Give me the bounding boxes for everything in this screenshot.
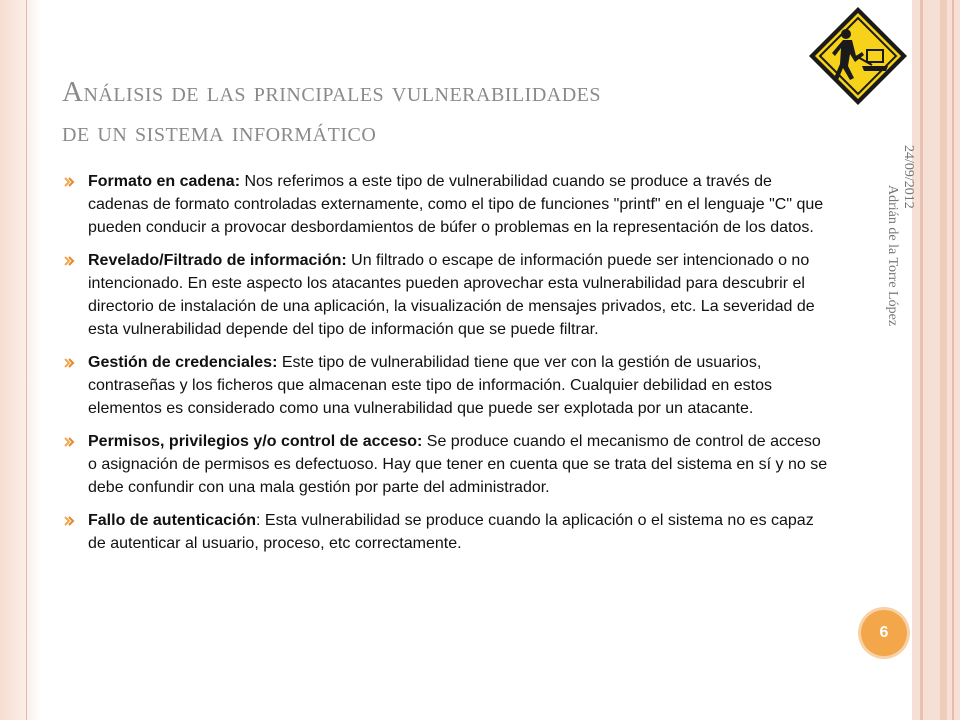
bullet-text bbox=[88, 430, 832, 499]
side-footer bbox=[884, 145, 916, 326]
bullet-term: Permisos, privilegios y/o control de acceso: bbox=[88, 433, 423, 450]
slide-date: 24/09/2012 bbox=[901, 145, 916, 209]
bullet-list bbox=[62, 170, 832, 565]
right-decorative-band bbox=[912, 0, 960, 720]
left-decorative-edge bbox=[0, 0, 40, 720]
bullet-text bbox=[88, 509, 832, 555]
bullet-item bbox=[62, 249, 832, 341]
arrow-bullet-icon bbox=[62, 175, 76, 189]
bullet-item bbox=[62, 170, 832, 239]
bullet-term: Formato en cadena: bbox=[88, 173, 241, 190]
page-number-badge: 6 bbox=[861, 610, 907, 656]
bullet-description: Se produce cuando el mecanismo de control de acceso o asignación de permisos es defectuoso. Hay que tener en cuenta que se trata del sistema en sí y no se debe confundir con una mala gestión por parte del administrador. bbox=[88, 433, 828, 496]
bullet-item bbox=[62, 430, 832, 499]
bullet-description: Nos referimos a este tipo de vulnerabilidad cuando se produce a través de cadenas de formato controladas externamente, como el tipo de funciones "printf" en el lenguaje "C" que pueden conducir a provocar desbordamientos de búfer o problemas en la representación de los datos. bbox=[88, 173, 824, 236]
bullet-description: Este tipo de vulnerabilidad tiene que ver con la gestión de usuarios, contraseñas y los ficheros que almacenan este tipo de información. Cualquier debilidad en estos elementos es considerado como una vulnerabilidad que puede ser explotada por un atacante. bbox=[88, 354, 772, 417]
slide-title bbox=[62, 72, 822, 152]
slide-author: Adrián de la Torre López bbox=[885, 185, 900, 327]
bullet-description: : Esta vulnerabilidad se produce cuando la aplicación o el sistema no es capaz de autenticar al usuario, proceso, etc correctamente. bbox=[88, 512, 814, 552]
right-stripe bbox=[920, 0, 923, 720]
bullet-description: Un filtrado o escape de información puede ser intencionado o no intencionado. En este aspecto los atacantes pueden aprovechar esta vulnerabilidad para descubrir el directorio de instalación de una aplicación, la visualización de mensajes privados, etc. La severidad de esta vulnerabilidad depende del tipo de información que se puede filtrar. bbox=[88, 252, 815, 338]
construction-warning-sign-icon bbox=[806, 4, 910, 108]
arrow-bullet-icon bbox=[62, 514, 76, 528]
right-stripe bbox=[940, 0, 947, 720]
arrow-bullet-icon bbox=[62, 435, 76, 449]
bullet-text bbox=[88, 170, 832, 239]
bullet-item bbox=[62, 351, 832, 420]
left-decorative-rule bbox=[26, 0, 27, 720]
bullet-term: Fallo de autenticación bbox=[88, 512, 257, 529]
bullet-term: Revelado/Filtrado de información: bbox=[88, 252, 347, 269]
bullet-text bbox=[88, 351, 832, 420]
bullet-term: Gestión de credenciales: bbox=[88, 354, 278, 371]
bullet-item bbox=[62, 509, 832, 555]
arrow-bullet-icon bbox=[62, 356, 76, 370]
slide-title-line2: de un sistema informático bbox=[62, 116, 377, 148]
bullet-text bbox=[88, 249, 832, 341]
arrow-bullet-icon bbox=[62, 254, 76, 268]
right-stripe bbox=[952, 0, 954, 720]
slide-title-line1: Análisis de las principales vulnerabilidades bbox=[62, 76, 602, 108]
